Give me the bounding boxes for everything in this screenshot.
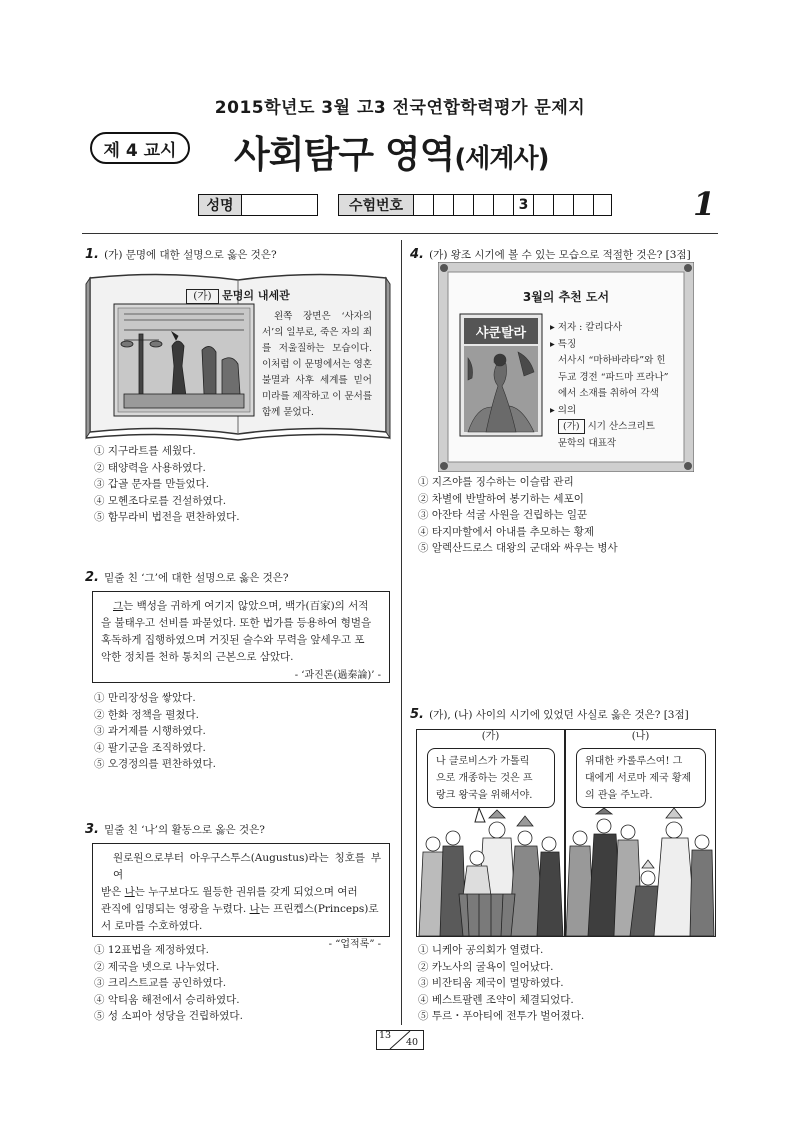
bubble-line: 의 관을 주노라. — [585, 790, 653, 801]
passage-line: 는 백성을 귀하게 여기지 않았으며, 백가(百家)의 서적 — [123, 600, 369, 612]
info-feature-line: 에서 소재를 취하여 각색 — [558, 388, 659, 399]
choice-1[interactable]: ① 12표법을 제정하였다. — [94, 944, 210, 956]
info-meaning-line: 시기 산스크리트 — [587, 421, 655, 432]
comic-panel-b — [565, 729, 716, 937]
question-2-header — [85, 566, 289, 585]
column-divider — [401, 240, 402, 1025]
passage-line: 악한 정치를 천하 통치의 근본으로 삼았다. — [101, 651, 294, 663]
page-counter — [376, 1030, 424, 1050]
bubble-line: 대에게 서로마 제국 황제 — [585, 773, 692, 784]
choice-5[interactable]: ⑤ 성 소피아 성당을 건립하였다. — [94, 1010, 243, 1023]
book-title: 문명의 내세관 — [222, 289, 290, 302]
choice-5[interactable]: ⑤ 알렉산드로스 대왕의 군대와 싸우는 병사 — [418, 542, 618, 555]
book-description: 왼쪽 장면은 ‘사자의 서’의 일부로, 죽은 자의 죄를 저울질하는 모습이다. 이처럼 이 문명에서는 영혼 불멸과 사후 세계를 믿어 미라를 제작하고 이 문서를 함께 묻었다. — [262, 311, 373, 418]
question-4-header — [410, 243, 691, 262]
open-book-illustration — [84, 270, 392, 442]
choice-5[interactable]: ⑤ 투르・푸아티에 전투가 벌어졌다. — [418, 1010, 585, 1023]
exam-number-cell[interactable] — [554, 195, 574, 215]
choice-1[interactable]: ① 만리장성을 쌓았다. — [94, 692, 196, 704]
choice-1[interactable]: ① 지즈야를 징수하는 이슬람 관리 — [418, 476, 574, 488]
question-number: 5. — [410, 707, 424, 722]
info-feature-head: ▸ 특징 — [550, 338, 577, 350]
choice-2[interactable]: ② 제국을 넷으로 나누었다. — [94, 960, 220, 973]
book-cover-title: 샤쿤탈라 — [475, 326, 527, 341]
exam-number-cell[interactable] — [454, 195, 474, 215]
question-prompt: 밑줄 친 ‘나’의 활동으로 옳은 것은? — [104, 824, 265, 836]
info-author: ▸ 저자 : 칼리다사 — [550, 322, 623, 333]
panel-label: (가) — [481, 731, 500, 742]
choice-3[interactable]: ③ 비잔티움 제국이 멸망하였다. — [418, 977, 564, 990]
question-1-header — [85, 243, 277, 262]
exam-number-label: 수험번호 — [339, 195, 414, 215]
question-prompt: (가) 왕조 시기에 볼 수 있는 모습으로 적절한 것은? [3점] — [429, 249, 691, 261]
choice-2[interactable]: ② 태양력을 사용하였다. — [94, 461, 206, 474]
exam-number-cell[interactable] — [474, 195, 494, 215]
choice-4[interactable]: ④ 악티움 해전에서 승리하였다. — [94, 993, 240, 1006]
info-feature-line: 서사시 “마하바라타”와 힌 — [558, 355, 666, 366]
exam-number-cell[interactable] — [434, 195, 454, 215]
info-meaning-head: ▸ 의의 — [550, 404, 577, 416]
book-info — [550, 320, 684, 452]
underlined-term: 그 — [113, 600, 124, 612]
subject-main: 사회탐구 영역 — [234, 133, 455, 176]
exam-title: 2015학년도 3월 고3 전국연합학력평가 문제지 — [214, 98, 586, 118]
question-5-choices — [418, 942, 584, 1025]
poster-title: 3월의 추천 도서 — [522, 290, 610, 304]
exam-number-field[interactable] — [338, 194, 612, 216]
period-badge: 제 4 교시 — [90, 132, 190, 164]
exam-number-cell[interactable] — [494, 195, 514, 215]
choice-3[interactable]: ③ 아잔타 석굴 사원을 건립하는 일꾼 — [418, 509, 588, 522]
question-number: 1. — [85, 247, 99, 262]
choice-4[interactable]: ④ 모헨조다로를 건설하였다. — [94, 494, 227, 507]
passage-source: - ‘과진론(過秦論)’ - — [294, 670, 381, 681]
exam-number-cell[interactable]: 3 — [514, 195, 534, 215]
baptism-scene-illustration — [417, 808, 564, 936]
question-2-choices — [94, 690, 216, 773]
question-3-header — [85, 818, 265, 837]
choice-4[interactable]: ④ 팔기군을 조직하였다. — [94, 741, 206, 754]
page-total: 40 — [406, 1037, 419, 1048]
choice-5[interactable]: ⑤ 함무라비 법전을 편찬하였다. — [94, 511, 240, 524]
label-ga: (가) — [558, 419, 585, 434]
question-prompt: (가), (나) 사이의 시기에 있었던 사실로 옳은 것은? [3점] — [429, 709, 689, 721]
passage-line: 받은 나는 누구보다도 월등한 권위를 갖게 되었으며 여러 — [101, 886, 358, 898]
underlined-term: 나 — [124, 886, 135, 898]
exam-number-cell[interactable] — [594, 195, 611, 215]
passage-line: 을 불태우고 선비를 파묻었다. 또한 법가를 등용하여 형벌을 — [101, 617, 372, 629]
question-number: 4. — [410, 247, 424, 262]
coronation-scene-illustration — [566, 808, 715, 936]
subject-sub: (세계사) — [454, 144, 549, 174]
choice-5[interactable]: ⑤ 오경정의를 편찬하였다. — [94, 758, 216, 771]
question-prompt: (가) 문명에 대한 설명으로 옳은 것은? — [104, 249, 277, 261]
question-4-choices — [418, 474, 618, 557]
book-heading — [84, 287, 392, 304]
choice-3[interactable]: ③ 과거제를 시행하였다. — [94, 725, 206, 738]
passage-line: 서 로마를 수호하였다. — [101, 920, 203, 932]
choice-4[interactable]: ④ 타지마할에서 아내를 추모하는 황제 — [418, 525, 594, 538]
name-field[interactable] — [198, 194, 318, 216]
choice-4[interactable]: ④ 베스트팔렌 조약이 체결되었다. — [418, 993, 574, 1006]
question-number: 3. — [85, 822, 99, 837]
page-number: 1 — [693, 185, 716, 223]
exam-number-cell[interactable] — [414, 195, 434, 215]
info-feature-line: 두교 경전 “파드마 프라나” — [558, 371, 669, 383]
panel-label: (나) — [631, 731, 650, 742]
bubble-line: 랑크 왕국을 위해서야. — [436, 790, 533, 801]
choice-2[interactable]: ② 한화 정책을 펼쳤다. — [94, 708, 199, 721]
choice-1[interactable]: ① 니케아 공의회가 열렸다. — [418, 944, 544, 956]
bubble-line: 위대한 카롤루스여! 그 — [585, 756, 683, 767]
name-input-area[interactable] — [242, 195, 317, 215]
question-prompt: 밑줄 친 ‘그’에 대한 설명으로 옳은 것은? — [104, 572, 289, 584]
passage-line: 관직에 임명되는 영광을 누렸다. 나는 프린켑스(Princeps)로 — [101, 903, 379, 915]
underlined-term: 나 — [249, 903, 260, 915]
name-label: 성명 — [199, 195, 242, 215]
exam-number-cell[interactable] — [534, 195, 554, 215]
bubble-line: 나 클로비스가 가톨릭 — [436, 756, 530, 767]
choice-3[interactable]: ③ 갑골 문자를 만들었다. — [94, 478, 210, 491]
choice-2[interactable]: ② 카노사의 굴욕이 일어났다. — [418, 960, 554, 973]
choice-2[interactable]: ② 차별에 반발하여 봉기하는 세포이 — [418, 492, 584, 505]
speech-bubble — [576, 748, 706, 808]
passage-line: 혹독하게 집행하였으며 거짓된 술수와 무력을 앞세우고 포 — [101, 634, 365, 646]
header-divider — [82, 233, 718, 234]
exam-number-cell[interactable] — [574, 195, 594, 215]
label-ga: (가) — [186, 289, 218, 304]
subject-title — [234, 124, 548, 178]
passage-line: 원로원으로부터 아우구스투스(Augustus)라는 칭호를 부여 — [113, 852, 381, 881]
passage-source: - “업적록” - — [328, 939, 381, 950]
page-current: 13 — [379, 1030, 392, 1041]
question-2-passage — [92, 591, 390, 683]
choice-1[interactable]: ① 지구라트를 세웠다. — [94, 445, 196, 457]
info-meaning-line: 문학의 대표작 — [558, 437, 617, 449]
question-3-choices — [94, 942, 243, 1025]
question-1-choices — [94, 443, 240, 526]
question-number: 2. — [85, 570, 99, 585]
comic-panel-a — [416, 729, 565, 937]
choice-3[interactable]: ③ 크리스트교를 공인하였다. — [94, 977, 227, 990]
book-recommendation-poster — [438, 262, 694, 472]
bubble-line: 으로 개종하는 것은 프 — [436, 773, 533, 784]
question-5-header — [410, 703, 689, 722]
speech-bubble — [427, 748, 555, 808]
